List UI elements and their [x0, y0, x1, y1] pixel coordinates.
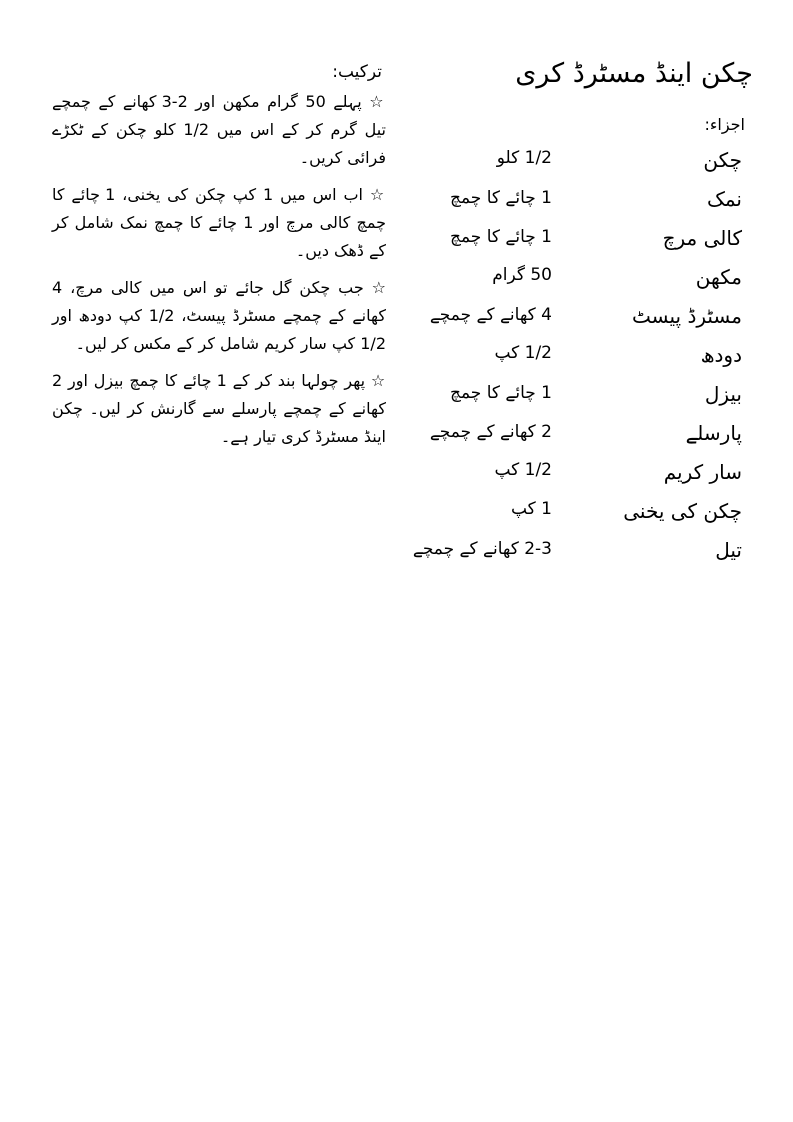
method-step: ☆ پھر چولہا بند کر کے 1 چائے کا چمچ بیزل اور 2 کھانے کے چمچے پارسلے سے گارنش کر لیں۔ چکن اینڈ مسٹرڈ کری تیار ہے۔	[52, 371, 386, 446]
ingredient-name: سار کریم	[663, 460, 742, 484]
ingredients-heading: اجزاء:	[704, 115, 745, 134]
ingredient-name: پارسلے	[685, 421, 742, 445]
ingredient-quantity: 1/2 کپ	[494, 343, 552, 363]
ingredient-row	[412, 536, 750, 575]
ingredients-list	[412, 146, 750, 575]
ingredient-row	[420, 419, 750, 458]
method-step: ☆ پہلے 50 گرام مکھن اور 2-3 کھانے کے چمچے تیل گرم کر کے اس میں 1/2 کلو چکن کے ٹکڑے فرائی کریں۔	[52, 92, 387, 167]
ingredient-quantity: 1 کپ	[510, 499, 552, 519]
ingredient-name: مکھن	[695, 265, 742, 289]
method-heading: ترکیب:	[332, 62, 382, 82]
ingredient-quantity: 1 چائے کا چمچ	[449, 227, 552, 247]
ingredient-quantity: 50 گرام	[492, 265, 552, 285]
ingredient-name: بیزل	[704, 382, 742, 406]
ingredient-row	[420, 341, 750, 380]
ingredient-quantity: 1/2 کپ	[494, 460, 552, 480]
ingredient-row	[420, 380, 750, 419]
ingredient-name: کالی مرچ	[662, 226, 742, 250]
ingredient-row	[420, 185, 750, 224]
ingredient-name: دودھ	[700, 343, 742, 367]
recipe-title: چکن اینڈ مسٹرڈ کری	[515, 58, 753, 89]
ingredient-quantity: 4 کھانے کے چمچے	[429, 305, 552, 325]
ingredient-name: چکن کی یخنی	[623, 499, 742, 523]
ingredient-row	[420, 458, 750, 497]
ingredient-name: چکن	[703, 148, 742, 172]
ingredient-row	[420, 497, 750, 536]
ingredient-row	[420, 224, 750, 263]
ingredient-row	[420, 302, 750, 341]
ingredient-name: مسٹرڈ پیسٹ	[632, 304, 742, 328]
ingredient-name: نمک	[706, 187, 742, 211]
ingredient-quantity: 2-3 کھانے کے چمچے	[412, 539, 552, 559]
ingredient-quantity: 1 چائے کا چمچ	[449, 383, 552, 403]
ingredient-row	[420, 263, 750, 302]
ingredient-name: تیل	[715, 538, 742, 562]
ingredient-quantity: 1/2 کلو	[496, 148, 552, 168]
ingredient-row	[420, 146, 750, 185]
ingredient-quantity: 1 چائے کا چمچ	[449, 188, 552, 208]
ingredient-quantity: 2 کھانے کے چمچے	[429, 422, 552, 442]
method-section	[52, 60, 386, 460]
method-step: ☆ جب چکن گل جائے تو اس میں کالی مرچ، 4 کھانے کے چمچے مسٹرڈ پیسٹ، 1/2 کپ دودھ اور 1/2 کپ سار کریم شامل کر کے مکس کر لیں۔	[52, 278, 386, 353]
method-step: ☆ اب اس میں 1 کپ چکن کی یخنی، 1 چائے کا چمچ کالی مرچ اور 1 چائے کا چمچ نمک شامل کر کے ڈھک دیں۔	[52, 185, 387, 260]
